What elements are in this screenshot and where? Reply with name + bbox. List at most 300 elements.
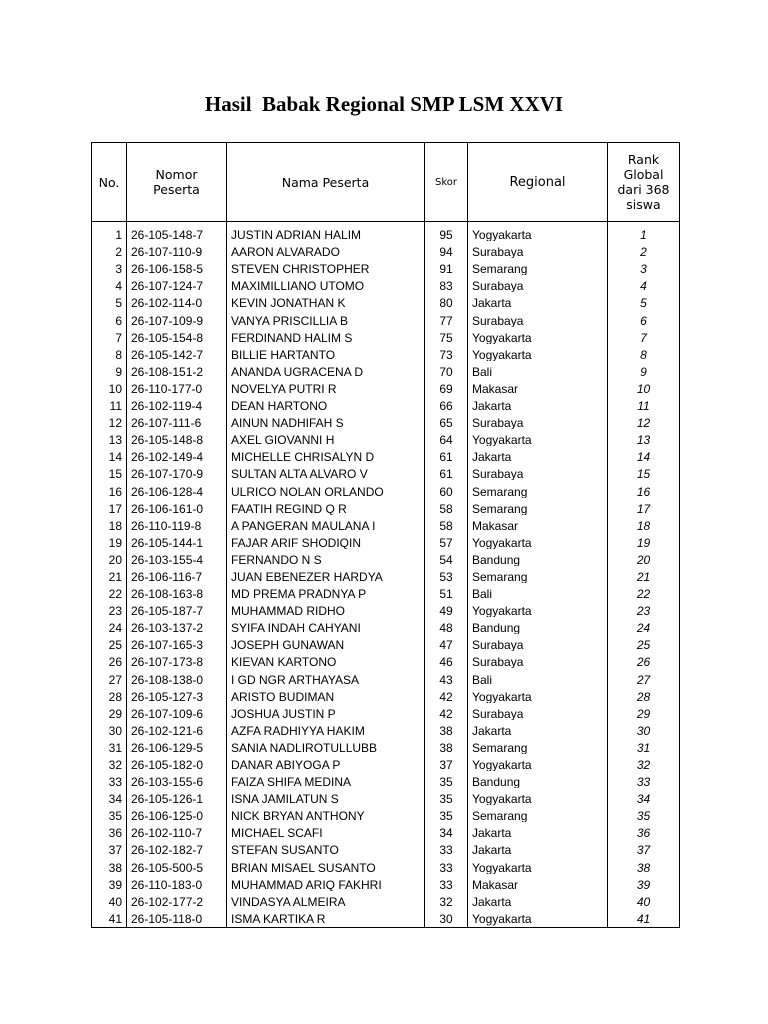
cell-rank: 40 bbox=[608, 891, 680, 908]
cell-nomor-peserta: 26-105-118-0 bbox=[127, 908, 227, 928]
table-row bbox=[92, 583, 680, 600]
cell-no: 24 bbox=[92, 617, 127, 634]
cell-rank: 28 bbox=[608, 686, 680, 703]
table-row bbox=[92, 480, 680, 497]
cell-skor: 35 bbox=[425, 788, 468, 805]
cell-regional: Jakarta bbox=[468, 395, 608, 412]
table-row bbox=[92, 446, 680, 463]
cell-rank: 20 bbox=[608, 549, 680, 566]
cell-nama-peserta: FERNANDO N S bbox=[227, 549, 425, 566]
table-row bbox=[92, 395, 680, 412]
cell-skor: 32 bbox=[425, 891, 468, 908]
table-row bbox=[92, 686, 680, 703]
header-nomor-peserta-line: Nomor bbox=[155, 167, 198, 182]
cell-nama-peserta: NOVELYA PUTRI R bbox=[227, 378, 425, 395]
cell-nama-peserta: STEVEN CHRISTOPHER bbox=[227, 258, 425, 275]
cell-no: 13 bbox=[92, 429, 127, 446]
cell-nama-peserta: AARON ALVARADO bbox=[227, 241, 425, 258]
cell-nomor-peserta: 26-105-500-5 bbox=[127, 856, 227, 873]
cell-skor: 46 bbox=[425, 651, 468, 668]
cell-nama-peserta: KIEVAN KARTONO bbox=[227, 651, 425, 668]
cell-nama-peserta: JUAN EBENEZER HARDYA bbox=[227, 566, 425, 583]
table-row bbox=[92, 412, 680, 429]
cell-regional: Jakarta bbox=[468, 292, 608, 309]
cell-nama-peserta: MD PREMA PRADNYA P bbox=[227, 583, 425, 600]
cell-skor: 35 bbox=[425, 805, 468, 822]
cell-rank: 38 bbox=[608, 856, 680, 873]
cell-rank: 25 bbox=[608, 634, 680, 651]
cell-no: 37 bbox=[92, 839, 127, 856]
cell-rank: 9 bbox=[608, 361, 680, 378]
cell-rank: 31 bbox=[608, 737, 680, 754]
cell-skor: 77 bbox=[425, 309, 468, 326]
table-row bbox=[92, 344, 680, 361]
cell-regional: Bandung bbox=[468, 617, 608, 634]
cell-regional: Jakarta bbox=[468, 891, 608, 908]
cell-no: 35 bbox=[92, 805, 127, 822]
cell-regional: Bali bbox=[468, 668, 608, 685]
cell-nomor-peserta: 26-105-187-7 bbox=[127, 600, 227, 617]
cell-nomor-peserta: 26-106-125-0 bbox=[127, 805, 227, 822]
table-row bbox=[92, 429, 680, 446]
table-row bbox=[92, 805, 680, 822]
cell-nomor-peserta: 26-105-127-3 bbox=[127, 686, 227, 703]
cell-nomor-peserta: 26-107-124-7 bbox=[127, 275, 227, 292]
cell-rank: 27 bbox=[608, 668, 680, 685]
cell-skor: 51 bbox=[425, 583, 468, 600]
cell-regional: Surabaya bbox=[468, 412, 608, 429]
cell-nama-peserta: SYIFA INDAH CAHYANI bbox=[227, 617, 425, 634]
table-row bbox=[92, 720, 680, 737]
cell-rank: 4 bbox=[608, 275, 680, 292]
cell-nomor-peserta: 26-107-110-9 bbox=[127, 241, 227, 258]
table-row bbox=[92, 839, 680, 856]
cell-regional: Yogyakarta bbox=[468, 856, 608, 873]
cell-nama-peserta: BILLIE HARTANTO bbox=[227, 344, 425, 361]
cell-no: 5 bbox=[92, 292, 127, 309]
cell-skor: 30 bbox=[425, 908, 468, 928]
cell-rank: 24 bbox=[608, 617, 680, 634]
cell-no: 21 bbox=[92, 566, 127, 583]
cell-nama-peserta: SANIA NADLIROTULLUBB bbox=[227, 737, 425, 754]
cell-rank: 19 bbox=[608, 532, 680, 549]
table-row bbox=[92, 634, 680, 651]
cell-nomor-peserta: 26-106-116-7 bbox=[127, 566, 227, 583]
header-no: No. bbox=[92, 143, 127, 222]
cell-nomor-peserta: 26-102-149-4 bbox=[127, 446, 227, 463]
table-row bbox=[92, 566, 680, 583]
cell-nomor-peserta: 26-105-154-8 bbox=[127, 327, 227, 344]
header-rank-line: Global bbox=[623, 167, 664, 182]
cell-no: 38 bbox=[92, 856, 127, 873]
cell-no: 16 bbox=[92, 480, 127, 497]
cell-rank: 12 bbox=[608, 412, 680, 429]
cell-nama-peserta: DEAN HARTONO bbox=[227, 395, 425, 412]
table-row bbox=[92, 822, 680, 839]
cell-nama-peserta: MICHAEL SCAFI bbox=[227, 822, 425, 839]
cell-skor: 75 bbox=[425, 327, 468, 344]
cell-regional: Yogyakarta bbox=[468, 686, 608, 703]
cell-regional: Yogyakarta bbox=[468, 222, 608, 242]
cell-regional: Jakarta bbox=[468, 822, 608, 839]
cell-regional: Bali bbox=[468, 361, 608, 378]
cell-rank: 6 bbox=[608, 309, 680, 326]
table-row bbox=[92, 463, 680, 480]
table-row bbox=[92, 617, 680, 634]
cell-skor: 42 bbox=[425, 703, 468, 720]
cell-skor: 54 bbox=[425, 549, 468, 566]
cell-nama-peserta: JOSHUA JUSTIN P bbox=[227, 703, 425, 720]
table-row bbox=[92, 327, 680, 344]
cell-skor: 42 bbox=[425, 686, 468, 703]
cell-no: 14 bbox=[92, 446, 127, 463]
cell-skor: 58 bbox=[425, 515, 468, 532]
table-row bbox=[92, 241, 680, 258]
table-row bbox=[92, 361, 680, 378]
header-rank bbox=[608, 143, 680, 222]
cell-regional: Yogyakarta bbox=[468, 327, 608, 344]
header-rank-line: siswa bbox=[626, 197, 661, 212]
table-row bbox=[92, 378, 680, 395]
cell-rank: 41 bbox=[608, 908, 680, 928]
cell-nomor-peserta: 26-105-144-1 bbox=[127, 532, 227, 549]
cell-nomor-peserta: 26-102-121-6 bbox=[127, 720, 227, 737]
cell-no: 4 bbox=[92, 275, 127, 292]
cell-nomor-peserta: 26-106-158-5 bbox=[127, 258, 227, 275]
header-row bbox=[92, 143, 680, 222]
cell-rank: 8 bbox=[608, 344, 680, 361]
cell-nomor-peserta: 26-108-138-0 bbox=[127, 668, 227, 685]
cell-rank: 36 bbox=[608, 822, 680, 839]
cell-rank: 22 bbox=[608, 583, 680, 600]
cell-nama-peserta: AINUN NADHIFAH S bbox=[227, 412, 425, 429]
table-row bbox=[92, 309, 680, 326]
cell-rank: 21 bbox=[608, 566, 680, 583]
cell-skor: 66 bbox=[425, 395, 468, 412]
cell-skor: 57 bbox=[425, 532, 468, 549]
cell-rank: 29 bbox=[608, 703, 680, 720]
cell-nomor-peserta: 26-106-129-5 bbox=[127, 737, 227, 754]
cell-nomor-peserta: 26-110-119-8 bbox=[127, 515, 227, 532]
cell-no: 26 bbox=[92, 651, 127, 668]
cell-regional: Makasar bbox=[468, 874, 608, 891]
cell-skor: 35 bbox=[425, 771, 468, 788]
cell-no: 31 bbox=[92, 737, 127, 754]
table-row bbox=[92, 754, 680, 771]
cell-skor: 70 bbox=[425, 361, 468, 378]
cell-rank: 3 bbox=[608, 258, 680, 275]
cell-rank: 5 bbox=[608, 292, 680, 309]
cell-regional: Jakarta bbox=[468, 720, 608, 737]
cell-skor: 61 bbox=[425, 446, 468, 463]
results-table bbox=[91, 142, 680, 928]
cell-nomor-peserta: 26-107-109-6 bbox=[127, 703, 227, 720]
table-row bbox=[92, 498, 680, 515]
cell-skor: 61 bbox=[425, 463, 468, 480]
cell-regional: Surabaya bbox=[468, 651, 608, 668]
table-row bbox=[92, 908, 680, 928]
cell-rank: 34 bbox=[608, 788, 680, 805]
cell-no: 33 bbox=[92, 771, 127, 788]
cell-nama-peserta: STEFAN SUSANTO bbox=[227, 839, 425, 856]
cell-nomor-peserta: 26-103-137-2 bbox=[127, 617, 227, 634]
cell-nama-peserta: MUHAMMAD RIDHO bbox=[227, 600, 425, 617]
cell-nama-peserta: MUHAMMAD ARIQ FAKHRI bbox=[227, 874, 425, 891]
cell-rank: 39 bbox=[608, 874, 680, 891]
table-row bbox=[92, 771, 680, 788]
cell-rank: 7 bbox=[608, 327, 680, 344]
cell-regional: Semarang bbox=[468, 498, 608, 515]
table-row bbox=[92, 737, 680, 754]
table-body bbox=[92, 222, 680, 928]
cell-rank: 11 bbox=[608, 395, 680, 412]
cell-skor: 83 bbox=[425, 275, 468, 292]
cell-no: 6 bbox=[92, 309, 127, 326]
cell-regional: Surabaya bbox=[468, 703, 608, 720]
cell-no: 8 bbox=[92, 344, 127, 361]
header-nama-peserta: Nama Peserta bbox=[227, 143, 425, 222]
cell-nama-peserta: FAJAR ARIF SHODIQIN bbox=[227, 532, 425, 549]
cell-nama-peserta: VANYA PRISCILLIA B bbox=[227, 309, 425, 326]
cell-no: 10 bbox=[92, 378, 127, 395]
table-row bbox=[92, 275, 680, 292]
cell-regional: Surabaya bbox=[468, 309, 608, 326]
cell-skor: 48 bbox=[425, 617, 468, 634]
cell-regional: Yogyakarta bbox=[468, 908, 608, 928]
cell-nama-peserta: A PANGERAN MAULANA I bbox=[227, 515, 425, 532]
cell-regional: Yogyakarta bbox=[468, 754, 608, 771]
cell-no: 18 bbox=[92, 515, 127, 532]
cell-nomor-peserta: 26-110-177-0 bbox=[127, 378, 227, 395]
cell-no: 3 bbox=[92, 258, 127, 275]
page-title: Hasil Babak Regional SMP LSM XXVI bbox=[204, 92, 564, 116]
cell-nomor-peserta: 26-106-161-0 bbox=[127, 498, 227, 515]
cell-skor: 73 bbox=[425, 344, 468, 361]
cell-rank: 37 bbox=[608, 839, 680, 856]
cell-nama-peserta: I GD NGR ARTHAYASA bbox=[227, 668, 425, 685]
cell-nomor-peserta: 26-103-155-4 bbox=[127, 549, 227, 566]
cell-skor: 53 bbox=[425, 566, 468, 583]
cell-nomor-peserta: 26-102-110-7 bbox=[127, 822, 227, 839]
cell-nama-peserta: ARISTO BUDIMAN bbox=[227, 686, 425, 703]
table-row bbox=[92, 668, 680, 685]
cell-skor: 43 bbox=[425, 668, 468, 685]
table-row bbox=[92, 874, 680, 891]
table-row bbox=[92, 258, 680, 275]
cell-rank: 15 bbox=[608, 463, 680, 480]
table-row bbox=[92, 856, 680, 873]
cell-no: 17 bbox=[92, 498, 127, 515]
cell-regional: Semarang bbox=[468, 258, 608, 275]
cell-skor: 33 bbox=[425, 856, 468, 873]
cell-skor: 58 bbox=[425, 498, 468, 515]
cell-skor: 34 bbox=[425, 822, 468, 839]
cell-nama-peserta: JUSTIN ADRIAN HALIM bbox=[227, 222, 425, 242]
cell-skor: 91 bbox=[425, 258, 468, 275]
cell-nomor-peserta: 26-110-183-0 bbox=[127, 874, 227, 891]
header-skor: Skor bbox=[425, 143, 468, 222]
table-row bbox=[92, 292, 680, 309]
cell-regional: Semarang bbox=[468, 480, 608, 497]
cell-nama-peserta: MAXIMILLIANO UTOMO bbox=[227, 275, 425, 292]
cell-nama-peserta: NICK BRYAN ANTHONY bbox=[227, 805, 425, 822]
cell-nomor-peserta: 26-108-151-2 bbox=[127, 361, 227, 378]
cell-nama-peserta: FAATIH REGIND Q R bbox=[227, 498, 425, 515]
table-row bbox=[92, 549, 680, 566]
cell-rank: 33 bbox=[608, 771, 680, 788]
header-regional: Regional bbox=[468, 143, 608, 222]
table-row bbox=[92, 222, 680, 242]
cell-nomor-peserta: 26-107-170-9 bbox=[127, 463, 227, 480]
cell-regional: Yogyakarta bbox=[468, 532, 608, 549]
cell-regional: Surabaya bbox=[468, 241, 608, 258]
cell-nama-peserta: MICHELLE CHRISALYN D bbox=[227, 446, 425, 463]
cell-regional: Jakarta bbox=[468, 446, 608, 463]
cell-no: 39 bbox=[92, 874, 127, 891]
cell-no: 25 bbox=[92, 634, 127, 651]
cell-skor: 33 bbox=[425, 839, 468, 856]
cell-nama-peserta: ISMA KARTIKA R bbox=[227, 908, 425, 928]
cell-skor: 47 bbox=[425, 634, 468, 651]
cell-skor: 38 bbox=[425, 737, 468, 754]
cell-regional: Bandung bbox=[468, 771, 608, 788]
cell-skor: 64 bbox=[425, 429, 468, 446]
header-nomor-peserta bbox=[127, 143, 227, 222]
cell-rank: 14 bbox=[608, 446, 680, 463]
cell-regional: Semarang bbox=[468, 805, 608, 822]
cell-nama-peserta: ISNA JAMILATUN S bbox=[227, 788, 425, 805]
cell-rank: 2 bbox=[608, 241, 680, 258]
cell-skor: 69 bbox=[425, 378, 468, 395]
header-rank-line: Rank bbox=[627, 152, 660, 167]
cell-no: 7 bbox=[92, 327, 127, 344]
cell-regional: Jakarta bbox=[468, 839, 608, 856]
cell-nama-peserta: DANAR ABIYOGA P bbox=[227, 754, 425, 771]
cell-rank: 26 bbox=[608, 651, 680, 668]
table-row bbox=[92, 788, 680, 805]
table-row bbox=[92, 600, 680, 617]
cell-nama-peserta: AXEL GIOVANNI H bbox=[227, 429, 425, 446]
cell-rank: 32 bbox=[608, 754, 680, 771]
cell-skor: 80 bbox=[425, 292, 468, 309]
cell-skor: 60 bbox=[425, 480, 468, 497]
table-row bbox=[92, 532, 680, 549]
cell-skor: 65 bbox=[425, 412, 468, 429]
cell-rank: 13 bbox=[608, 429, 680, 446]
cell-skor: 95 bbox=[425, 222, 468, 242]
cell-nomor-peserta: 26-102-182-7 bbox=[127, 839, 227, 856]
cell-no: 23 bbox=[92, 600, 127, 617]
header-nomor-peserta-line: Peserta bbox=[153, 182, 200, 197]
cell-no: 12 bbox=[92, 412, 127, 429]
cell-regional: Surabaya bbox=[468, 634, 608, 651]
table-row bbox=[92, 651, 680, 668]
cell-nama-peserta: FERDINAND HALIM S bbox=[227, 327, 425, 344]
cell-no: 22 bbox=[92, 583, 127, 600]
cell-regional: Semarang bbox=[468, 566, 608, 583]
cell-no: 29 bbox=[92, 703, 127, 720]
cell-regional: Yogyakarta bbox=[468, 600, 608, 617]
cell-nomor-peserta: 26-102-114-0 bbox=[127, 292, 227, 309]
cell-nomor-peserta: 26-102-177-2 bbox=[127, 891, 227, 908]
cell-regional: Surabaya bbox=[468, 463, 608, 480]
cell-no: 40 bbox=[92, 891, 127, 908]
cell-nama-peserta: ANANDA UGRACENA D bbox=[227, 361, 425, 378]
cell-no: 9 bbox=[92, 361, 127, 378]
cell-nomor-peserta: 26-107-165-3 bbox=[127, 634, 227, 651]
cell-nomor-peserta: 26-107-109-9 bbox=[127, 309, 227, 326]
cell-no: 30 bbox=[92, 720, 127, 737]
cell-rank: 17 bbox=[608, 498, 680, 515]
cell-no: 41 bbox=[92, 908, 127, 928]
cell-regional: Makasar bbox=[468, 515, 608, 532]
cell-rank: 10 bbox=[608, 378, 680, 395]
cell-rank: 1 bbox=[608, 222, 680, 242]
cell-rank: 30 bbox=[608, 720, 680, 737]
header-rank-line: dari 368 bbox=[617, 182, 670, 197]
cell-nama-peserta: KEVIN JONATHAN K bbox=[227, 292, 425, 309]
cell-regional: Makasar bbox=[468, 378, 608, 395]
cell-no: 1 bbox=[92, 222, 127, 242]
table-row bbox=[92, 515, 680, 532]
cell-nomor-peserta: 26-107-111-6 bbox=[127, 412, 227, 429]
cell-rank: 23 bbox=[608, 600, 680, 617]
cell-nama-peserta: AZFA RADHIYYA HAKIM bbox=[227, 720, 425, 737]
cell-skor: 49 bbox=[425, 600, 468, 617]
cell-nomor-peserta: 26-103-155-6 bbox=[127, 771, 227, 788]
cell-nomor-peserta: 26-102-119-4 bbox=[127, 395, 227, 412]
cell-rank: 16 bbox=[608, 480, 680, 497]
cell-nomor-peserta: 26-108-163-8 bbox=[127, 583, 227, 600]
cell-regional: Surabaya bbox=[468, 275, 608, 292]
cell-regional: Yogyakarta bbox=[468, 429, 608, 446]
cell-rank: 18 bbox=[608, 515, 680, 532]
cell-no: 32 bbox=[92, 754, 127, 771]
cell-regional: Yogyakarta bbox=[468, 344, 608, 361]
cell-regional: Bali bbox=[468, 583, 608, 600]
cell-nama-peserta: SULTAN ALTA ALVARO V bbox=[227, 463, 425, 480]
cell-nomor-peserta: 26-106-128-4 bbox=[127, 480, 227, 497]
cell-no: 20 bbox=[92, 549, 127, 566]
table-row bbox=[92, 703, 680, 720]
cell-nomor-peserta: 26-105-142-7 bbox=[127, 344, 227, 361]
cell-nama-peserta: JOSEPH GUNAWAN bbox=[227, 634, 425, 651]
cell-skor: 33 bbox=[425, 874, 468, 891]
table-row bbox=[92, 891, 680, 908]
cell-nomor-peserta: 26-105-148-7 bbox=[127, 222, 227, 242]
cell-regional: Bandung bbox=[468, 549, 608, 566]
cell-nama-peserta: VINDASYA ALMEIRA bbox=[227, 891, 425, 908]
cell-no: 27 bbox=[92, 668, 127, 685]
cell-regional: Yogyakarta bbox=[468, 788, 608, 805]
cell-no: 19 bbox=[92, 532, 127, 549]
cell-nama-peserta: FAIZA SHIFA MEDINA bbox=[227, 771, 425, 788]
cell-nomor-peserta: 26-105-126-1 bbox=[127, 788, 227, 805]
cell-regional: Semarang bbox=[468, 737, 608, 754]
cell-no: 36 bbox=[92, 822, 127, 839]
cell-no: 28 bbox=[92, 686, 127, 703]
cell-nomor-peserta: 26-105-182-0 bbox=[127, 754, 227, 771]
cell-nomor-peserta: 26-105-148-8 bbox=[127, 429, 227, 446]
cell-nomor-peserta: 26-107-173-8 bbox=[127, 651, 227, 668]
cell-rank: 35 bbox=[608, 805, 680, 822]
cell-nama-peserta: BRIAN MISAEL SUSANTO bbox=[227, 856, 425, 873]
cell-skor: 38 bbox=[425, 720, 468, 737]
cell-nama-peserta: ULRICO NOLAN ORLANDO bbox=[227, 480, 425, 497]
cell-no: 11 bbox=[92, 395, 127, 412]
cell-skor: 37 bbox=[425, 754, 468, 771]
cell-skor: 94 bbox=[425, 241, 468, 258]
